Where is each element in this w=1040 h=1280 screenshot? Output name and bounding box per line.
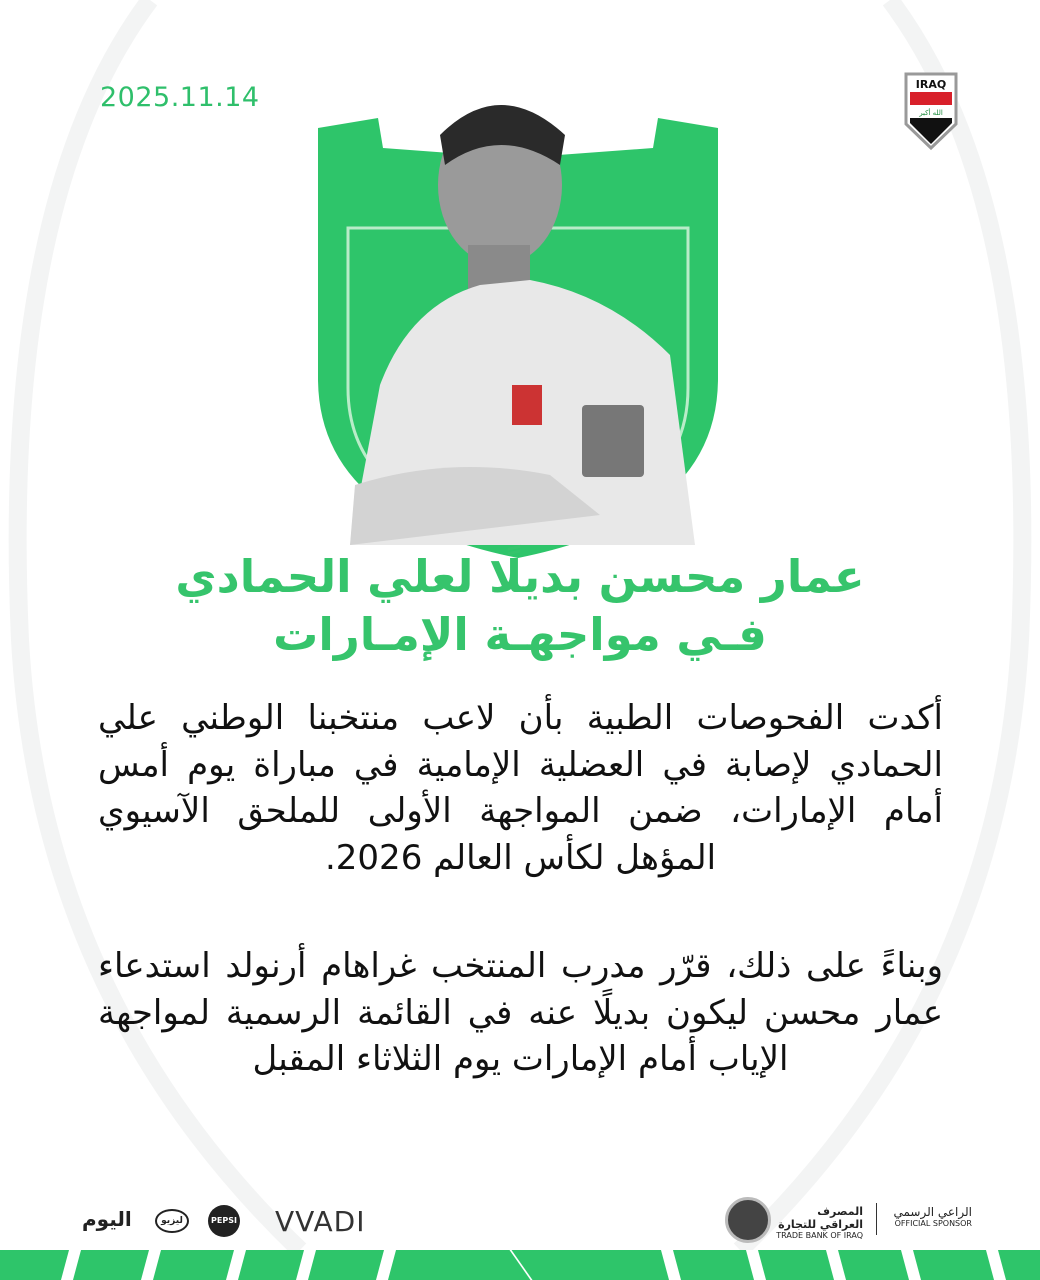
pepsi-logo: PEPSI [208,1205,240,1237]
fifa-patch [582,405,644,477]
bank-name-en: TRADE BANK OF IRAQ [776,1231,863,1240]
official-sponsor-label [884,1205,972,1228]
headline-line-1: عمار محسن بديلًا لعلي الحمادي [175,550,865,603]
headline-line-2: فـي مواجهـة الإمـارات [273,608,767,661]
vvadi-logo: VVADI [275,1205,366,1238]
player-photo [350,95,695,545]
bottom-stripe-band [0,1250,1040,1280]
iraq-crest-logo [902,68,960,152]
official-sponsor-en: OFFICIAL SPONSOR [894,1219,972,1228]
alyoum-logo: اليوم [82,1207,132,1231]
bank-name-ar: المصرف العراقي للتجارة [778,1205,863,1231]
jersey-crest [512,385,542,425]
post-date: 2025.11.14 [100,82,260,113]
sponsor-footer [0,1195,1040,1245]
crest-motto: الله أكبر [919,109,943,117]
trade-bank-text [775,1205,863,1240]
body-paragraph-2: وبناءً على ذلك، قرّر مدرب المنتخب غراهام أرنولد استدعاء عمار محسن ليكون بديلًا عنه في القائمة الرسمية لمواجهة الإياب أمام الإمارات يوم الثلاثاء المقبل [98,946,943,1079]
headline [150,548,890,664]
crest-label: IRAQ [915,78,947,91]
official-sponsor-ar: الراعي الرسمي [893,1205,972,1219]
body-paragraph-1: أكدت الفحوصات الطبية بأن لاعب منتخبنا الوطني علي الحمادي لإصابة في العضلية الإمامية في مباراة يوم أمس أمام الإمارات، ضمن المواجهة الأولى للملحق الآسيوي المؤهل لكأس العالم 2026. [98,698,943,878]
lays-logo: ليزيو [155,1209,189,1233]
divider [876,1203,877,1235]
trade-bank-emblem [725,1197,771,1243]
